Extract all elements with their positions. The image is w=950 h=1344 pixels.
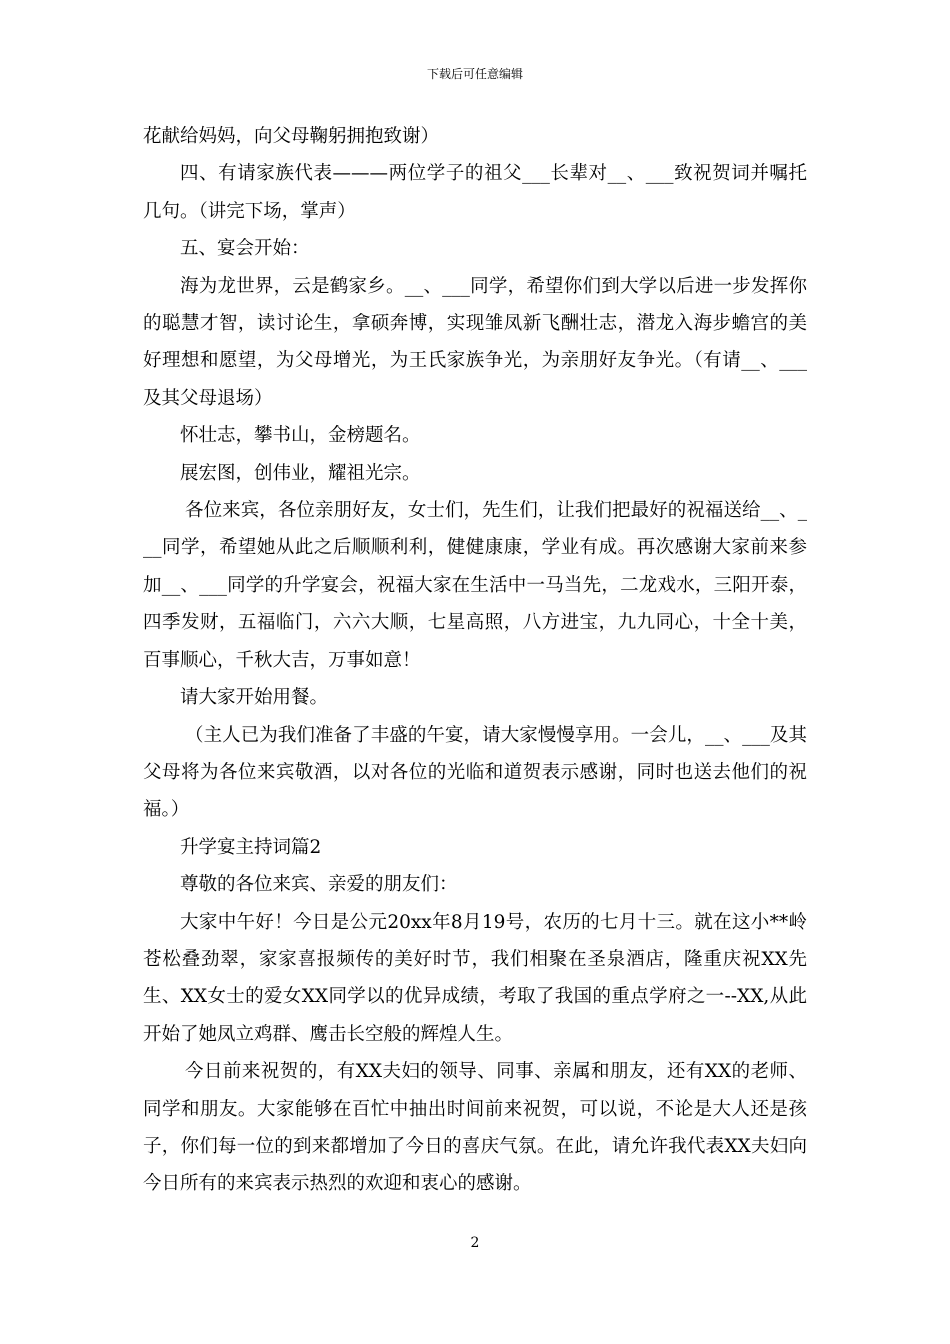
paragraph-host-note: （主人已为我们准备了丰盛的午宴，请大家慢慢享用。一会儿，__、___及其父母将为各位来宾敬酒，以对各位的光临和道贺表示感谢，同时也送去他们的祝福。） (143, 724, 807, 821)
paragraph-couplet-2: 展宏图，创伟业，耀祖光宗。 (180, 462, 421, 484)
document-body (143, 118, 807, 1203)
paragraph-couplet-1: 怀壮志，攀书山，金榜题名。 (180, 425, 421, 447)
paragraph-start-meal: 请大家开始用餐。 (180, 687, 329, 709)
paragraph-continuation: 花献给妈妈，向父母鞠躬拥抱致谢） (143, 126, 440, 147)
paragraph-banquet-start: 五、宴会开始： (180, 238, 310, 260)
paragraph-closing-wishes: 各位来宾，各位亲朋好友，女士们，先生们，让我们把最好的祝福送给__、___同学，希望她从此之后顺顺利利，健健康康，学业有成。再次感谢大家前来参加__、___同学的升学宴会，祝福大家在生活中一马当先，二龙戏水，三阳开泰，四季发财，五福临门，六六大顺，七星高照，八方进宝，九九同心，十全十美，百事顺心，千秋大吉，万事如意！ (143, 500, 807, 671)
page-number: 2 (470, 1235, 480, 1251)
section-heading: 升学宴主持词篇2 (180, 836, 322, 858)
paragraph-welcome: 今日前来祝贺的，有XX夫妇的领导、同事、亲属和朋友，还有XX的老师、同学和朋友。大家能够在百忙中抽出时间前来祝贺，可以说，不论是大人还是孩子，你们每一位的到来都增加了今日的喜庆气氛。在此，请允许我代表XX夫妇向今日所有的来宾表示热烈的欢迎和衷心的感谢。 (143, 1061, 807, 1195)
paragraph-salutation: 尊敬的各位来宾、亲爱的朋友们： (180, 874, 458, 896)
page-header: 下载后可任意编辑 (426, 67, 523, 81)
paragraph-blessing: 海为龙世界，云是鹤家乡。__、___同学，希望你们到大学以后进一步发挥你的聪慧才智，读讨论生，拿硕奔博，实现雏凤新飞酬壮志，潜龙入海步蟾宫的美好理想和愿望，为父母增光，为王氏家族争光，为亲朋好友争光。（有请__、___及其父母退场） (143, 275, 807, 409)
paragraph-greeting: 大家中午好！今日是公元20xx年8月19号，农历的七月十三。就在这小**岭苍松叠劲翠，家家喜报频传的美好时节，我们相聚在圣泉酒店，隆重庆祝XX先生、XX女士的爱女XX同学以的优异成绩，考取了我国的重点学府之一--XX,从此开始了她凤立鸡群、鹰击长空般的辉煌人生。 (143, 911, 807, 1045)
paragraph-family-representative: 四、有请家族代表———两位学子的祖父___长辈对__、___致祝贺词并嘱托几句。（讲完下场，掌声） (143, 163, 807, 222)
